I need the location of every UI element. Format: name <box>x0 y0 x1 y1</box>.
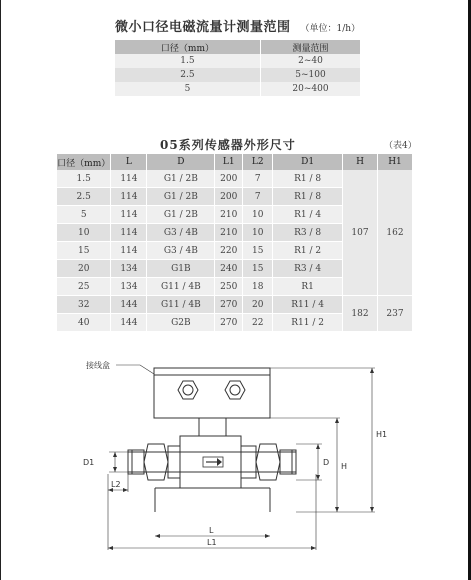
dim-label-d1: D1 <box>83 458 95 467</box>
table2-header-l2: L2 <box>243 154 273 170</box>
table-cell: R1 / 2 <box>273 242 343 260</box>
table-cell: 20 <box>243 296 273 314</box>
table-cell: 5~100 <box>260 68 360 82</box>
table-cell: 114 <box>111 188 147 206</box>
table-cell: G1 / 2B <box>147 206 215 224</box>
table-cell: G1B <box>147 260 215 278</box>
table-cell-h-group-b: 182 <box>343 296 378 332</box>
measurement-range-table <box>115 40 360 96</box>
fitting-body-left <box>168 446 180 478</box>
table1-title <box>115 16 375 35</box>
table-cell: 22 <box>243 314 273 332</box>
table-cell: 200 <box>215 170 243 188</box>
table-cell: 250 <box>215 278 243 296</box>
table-cell: G11 / 4B <box>147 278 215 296</box>
table-cell: G2B <box>147 314 215 332</box>
table-cell: 10 <box>243 206 273 224</box>
fitting-nut-left <box>144 444 168 480</box>
table-cell: 10 <box>57 224 111 242</box>
table-cell: 20 <box>57 260 111 278</box>
table-cell: 210 <box>215 206 243 224</box>
table-cell: 200 <box>215 188 243 206</box>
table2-header-diameter: 口径（mm） <box>57 154 111 170</box>
table-cell: 114 <box>111 224 147 242</box>
table-cell: 25 <box>57 278 111 296</box>
table2-header-h1: H1 <box>378 154 413 170</box>
fitting-nut-right <box>256 444 280 480</box>
junction-box-leader <box>116 365 154 374</box>
fitting-body-right <box>241 446 256 478</box>
table-cell: 32 <box>57 296 111 314</box>
table-cell: 270 <box>215 296 243 314</box>
dim-label-h1: H1 <box>376 430 388 439</box>
table-cell: R1 / 8 <box>273 188 343 206</box>
table2-header-h: H <box>343 154 378 170</box>
table-cell: 7 <box>243 188 273 206</box>
table-cell: 144 <box>111 296 147 314</box>
table-cell: 15 <box>57 242 111 260</box>
table-cell: 5 <box>115 82 260 96</box>
table-cell-h-group-a: 107 <box>343 170 378 296</box>
table-cell: 15 <box>243 260 273 278</box>
table-row <box>115 54 360 68</box>
table-cell: 5 <box>57 206 111 224</box>
table1-title-text: 微小口径电磁流量计测量范围 <box>115 20 291 35</box>
table-cell: R11 / 2 <box>273 314 343 332</box>
table-cell: 20~400 <box>260 82 360 96</box>
junction-box-label: 接线盒 <box>86 361 110 370</box>
flow-arrow-icon <box>203 457 223 467</box>
table-cell: 114 <box>111 206 147 224</box>
table1-unit: （单位：1/h） <box>300 24 361 34</box>
table-cell: 134 <box>111 278 147 296</box>
table-cell: G3 / 4B <box>147 224 215 242</box>
table-row <box>57 170 413 188</box>
table-cell-h1-group-b: 237 <box>378 296 413 332</box>
table-cell: 2.5 <box>115 68 260 82</box>
table-cell: R3 / 4 <box>273 260 343 278</box>
sensor-dimensions-table <box>57 154 413 332</box>
table-cell: G11 / 4B <box>147 296 215 314</box>
thread-end-left <box>128 450 144 474</box>
table-cell: 15 <box>243 242 273 260</box>
thread-end-right <box>280 450 296 474</box>
table-cell: 10 <box>243 224 273 242</box>
table-cell-h1-group-a: 162 <box>378 170 413 296</box>
table2-header-d1: D1 <box>273 154 343 170</box>
table2-header-l1: L1 <box>215 154 243 170</box>
table-row <box>115 82 360 96</box>
table2-note: （表4） <box>384 141 417 151</box>
table-cell: 114 <box>111 170 147 188</box>
dim-label-l2: L2 <box>111 480 121 489</box>
table-cell: 2.5 <box>57 188 111 206</box>
table-cell: G1 / 2B <box>147 170 215 188</box>
table-cell: G3 / 4B <box>147 242 215 260</box>
sensor-outline-drawing <box>0 340 471 580</box>
table1-header-diameter: 口径（mm） <box>115 40 260 54</box>
cable-gland-left-hole <box>183 385 193 395</box>
table-cell: 2~40 <box>260 54 360 68</box>
table-row <box>115 68 360 82</box>
dim-label-l: L <box>209 526 214 535</box>
dim-label-d: D <box>323 458 330 467</box>
table-cell: 40 <box>57 314 111 332</box>
table-cell: 134 <box>111 260 147 278</box>
table-cell: 144 <box>111 314 147 332</box>
table2-title: 05系列传感器外形尺寸 <box>160 138 296 152</box>
table-row <box>57 296 413 314</box>
table-cell: R3 / 8 <box>273 224 343 242</box>
table-cell: 114 <box>111 242 147 260</box>
table-cell: R1 / 8 <box>273 170 343 188</box>
table1-header-row <box>115 40 360 54</box>
dim-label-h: H <box>341 462 348 471</box>
table-cell: 1.5 <box>57 170 111 188</box>
cable-gland-right-hole <box>230 385 240 395</box>
table-cell: G1 / 2B <box>147 188 215 206</box>
table-cell: R1 <box>273 278 343 296</box>
table-cell: 270 <box>215 314 243 332</box>
table2-header-row <box>57 154 413 170</box>
table2-header-d: D <box>147 154 215 170</box>
cable-gland-right <box>225 381 245 399</box>
table-cell: 220 <box>215 242 243 260</box>
table-cell: 7 <box>243 170 273 188</box>
dim-label-l1: L1 <box>207 538 217 547</box>
table-cell: R1 / 4 <box>273 206 343 224</box>
table2-header-l: L <box>111 154 147 170</box>
table-cell: R11 / 4 <box>273 296 343 314</box>
cable-gland-left <box>178 381 198 399</box>
table-cell: 240 <box>215 260 243 278</box>
table-cell: 210 <box>215 224 243 242</box>
table1-header-range: 测量范围 <box>260 40 360 54</box>
table-cell: 18 <box>243 278 273 296</box>
table-cell: 1.5 <box>115 54 260 68</box>
